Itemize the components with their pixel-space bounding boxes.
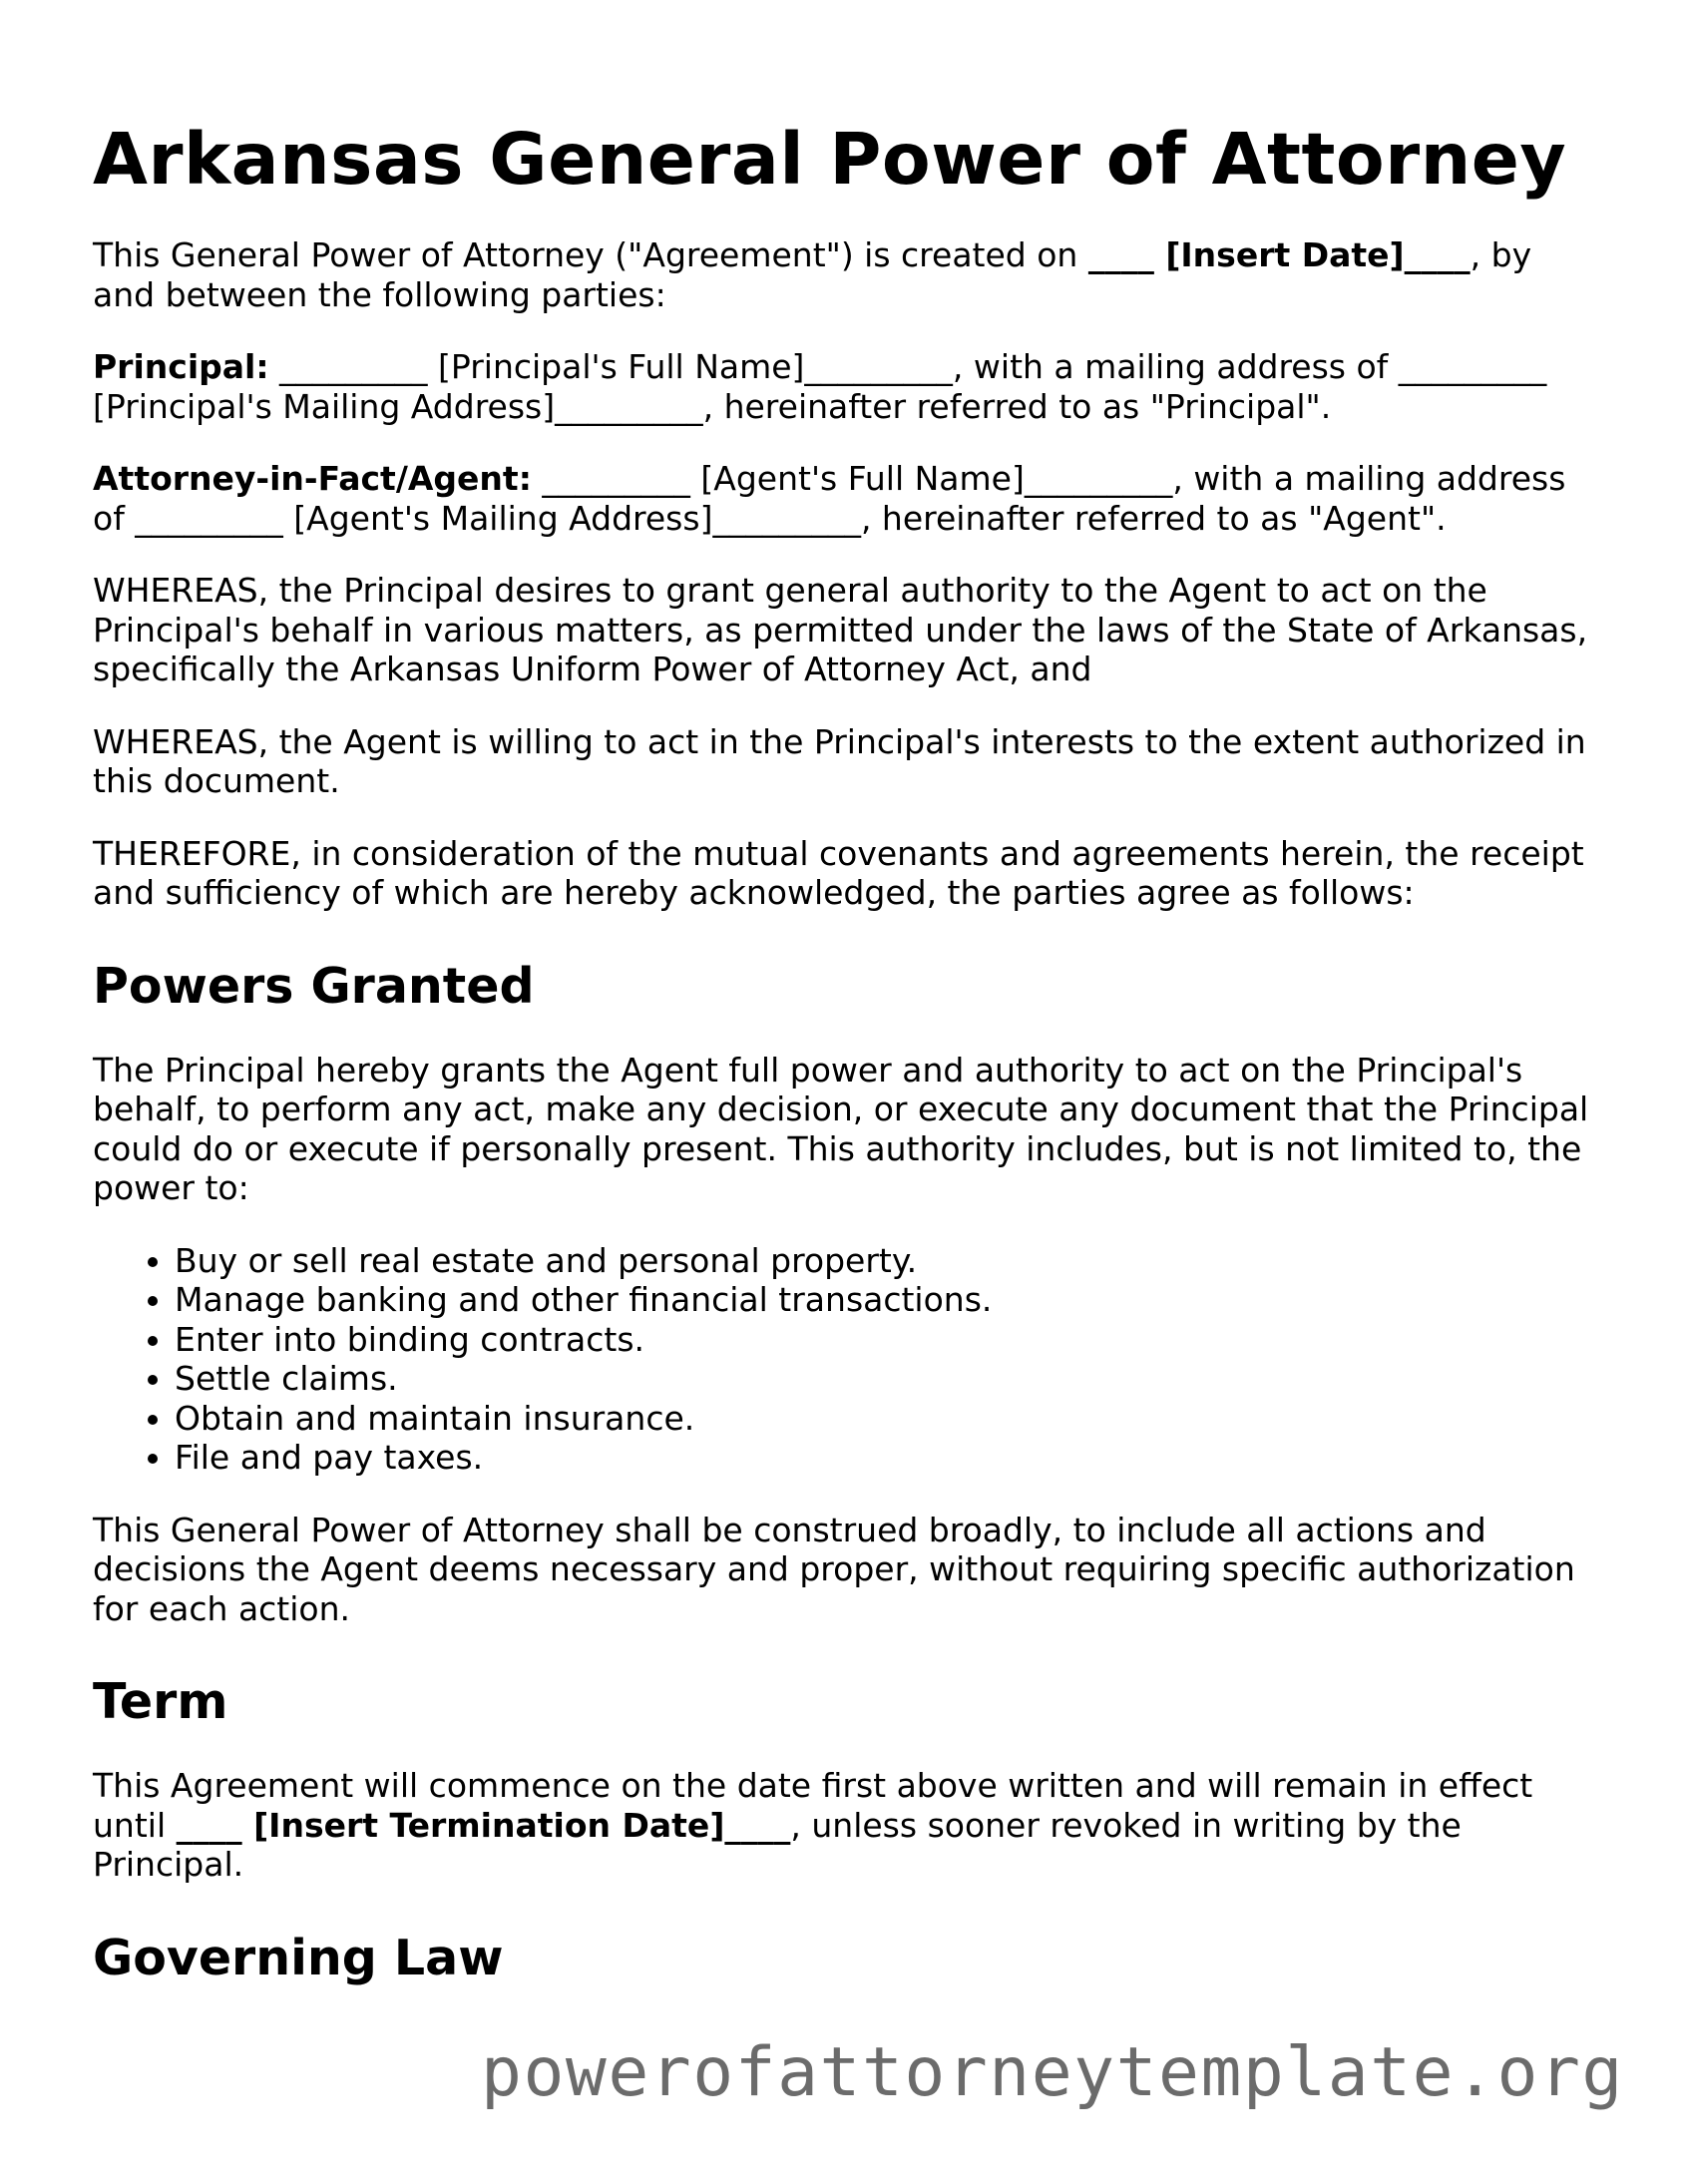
list-item: • Obtain and maintain insurance.: [175, 1399, 1599, 1439]
powers-list: [93, 1241, 1599, 1478]
agent-label: Attorney-in-Fact/Agent:: [93, 459, 532, 498]
powers-closing-paragraph: This General Power of Attorney shall be construed broadly, to include all actions and decisions the Agent deems necessary and proper, without requiring specific authorization for each action.: [93, 1510, 1575, 1628]
governing-law-heading: Governing Law: [93, 1929, 504, 1986]
termination-date-field: ____ [Insert Termination Date]____: [176, 1805, 791, 1845]
principal-text: _________ [Principal's Full Name]_________, with a mailing address of _________ [Principal's Mailing Address]_________, hereinafter referred to as "Principal".: [93, 347, 1547, 426]
term-paragraph: [93, 1766, 1599, 1885]
agent-text: _________ [Agent's Full Name]_________, with a mailing address of _________ [Agent's Mailing Address]_________, hereinafter referred to as "Agent".: [93, 459, 1566, 538]
powers-granted-heading: Powers Granted: [93, 957, 535, 1015]
therefore-paragraph: THEREFORE, in consideration of the mutual covenants and agreements herein, the receipt and sufficiency of which are hereby acknowledged, the parties agree as follows:: [93, 833, 1584, 912]
list-item: • Enter into binding contracts.: [175, 1320, 1599, 1360]
intro-paragraph: [93, 235, 1599, 314]
insert-date-field: ____ [Insert Date]____: [1087, 235, 1471, 274]
powers-intro-paragraph: The Principal hereby grants the Agent full power and authority to act on the Principal's behalf, to perform any act, make any decision, or execute any document that the Principal could do or execute if personally present. This authority includes, but is not limited to, the power to:: [93, 1050, 1589, 1207]
list-item: • Buy or sell real estate and personal property.: [175, 1241, 1599, 1281]
term-heading: Term: [93, 1673, 228, 1730]
list-item: • Manage banking and other financial transactions.: [175, 1280, 1599, 1320]
intro-text-start: This General Power of Attorney ("Agreement") is created on: [93, 235, 1088, 274]
list-item: • Settle claims.: [175, 1359, 1599, 1399]
principal-paragraph: [93, 347, 1599, 426]
site-watermark: powerofattorneytemplate.org: [481, 2033, 1624, 2112]
whereas-paragraph-1: WHEREAS, the Principal desires to grant general authority to the Agent to act on the Principal's behalf in various matters, as permitted under the laws of the State of Arkansas, specifically the Arkansas Uniform Power of Attorney Act, and: [93, 571, 1588, 688]
principal-label: Principal:: [93, 347, 269, 386]
intro-text-end: , by and between the following parties:: [93, 235, 1532, 314]
whereas-paragraph-2: WHEREAS, the Agent is willing to act in the Principal's interests to the extent authorized in this document.: [93, 721, 1586, 800]
document-title: Arkansas General Power of Attorney: [93, 118, 1567, 201]
document-page: [93, 108, 1599, 2022]
agent-paragraph: [93, 459, 1599, 538]
term-text-start: This Agreement will commence on the date first above written and will remain in effect until: [93, 1766, 1533, 1845]
list-item: • File and pay taxes.: [175, 1438, 1599, 1478]
term-text-end: , unless sooner revoked in writing by the Principal.: [93, 1805, 1462, 1884]
